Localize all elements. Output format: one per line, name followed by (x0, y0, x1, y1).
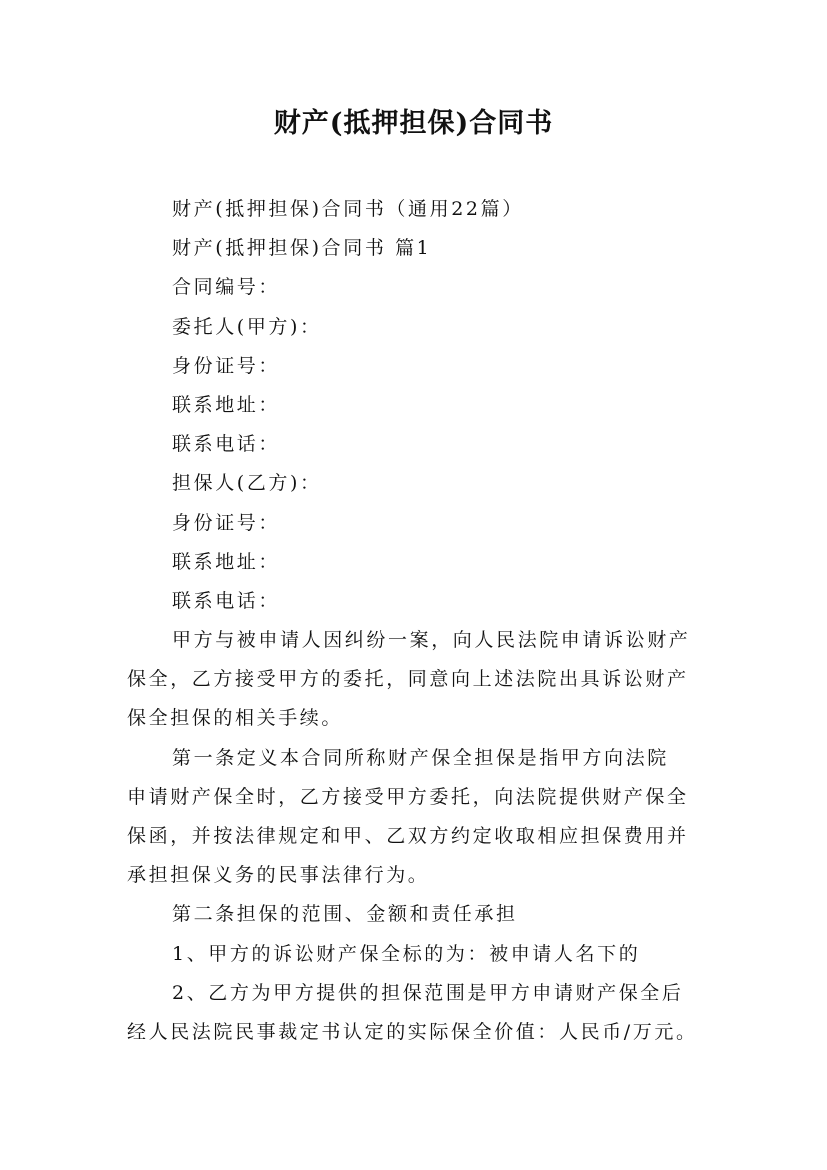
field-guarantor-phone: 联系电话： (172, 589, 281, 612)
list-item: 2、乙方为甲方提供的担保范围是甲方申请财产保全后 (172, 981, 684, 1004)
field-principal-phone: 联系电话： (172, 433, 281, 456)
field-guarantor: 担保人(乙方)： (172, 472, 322, 495)
section-heading: 财产(抵押担保)合同书 篇1 (172, 237, 432, 260)
document-body (127, 190, 713, 1052)
field-principal-address: 联系地址： (172, 393, 281, 416)
subtitle-line: 财产(抵押担保)合同书（通用22篇） (172, 198, 524, 220)
list-item: 1、甲方的诉讼财产保全标的为：被申请人名下的 (172, 942, 641, 965)
paragraph-line: 保全担保的相关手续。 (127, 707, 344, 730)
paragraph-line: 保全，乙方接受甲方的委托，同意向上述法院出具诉讼财产 (127, 668, 689, 691)
field-contract-number: 合同编号： (172, 276, 281, 299)
paragraph-line: 第一条定义本合同所称财产保全担保是指甲方向法院 (172, 746, 669, 769)
field-principal-id: 身份证号： (172, 354, 281, 377)
list-item-continuation: 经人民法院民事裁定书认定的实际保全价值：人民币/万元。 (127, 1020, 698, 1043)
paragraph-line: 申请财产保全时，乙方接受甲方委托，向法院提供财产保全 (127, 785, 689, 808)
paragraph-line: 甲方与被申请人因纠纷一案，向人民法院申请诉讼财产 (172, 629, 691, 652)
field-principal: 委托人(甲方)： (172, 315, 322, 338)
article-heading: 第二条担保的范围、金额和责任承担 (172, 903, 518, 926)
field-guarantor-id: 身份证号： (172, 511, 281, 534)
document-title: 财产(抵押担保)合同书 (273, 108, 554, 139)
field-guarantor-address: 联系地址： (172, 550, 281, 573)
paragraph-line: 保函，并按法律规定和甲、乙双方约定收取相应担保费用并 (127, 825, 689, 847)
paragraph-line: 承担担保义务的民事法律行为。 (127, 864, 430, 887)
